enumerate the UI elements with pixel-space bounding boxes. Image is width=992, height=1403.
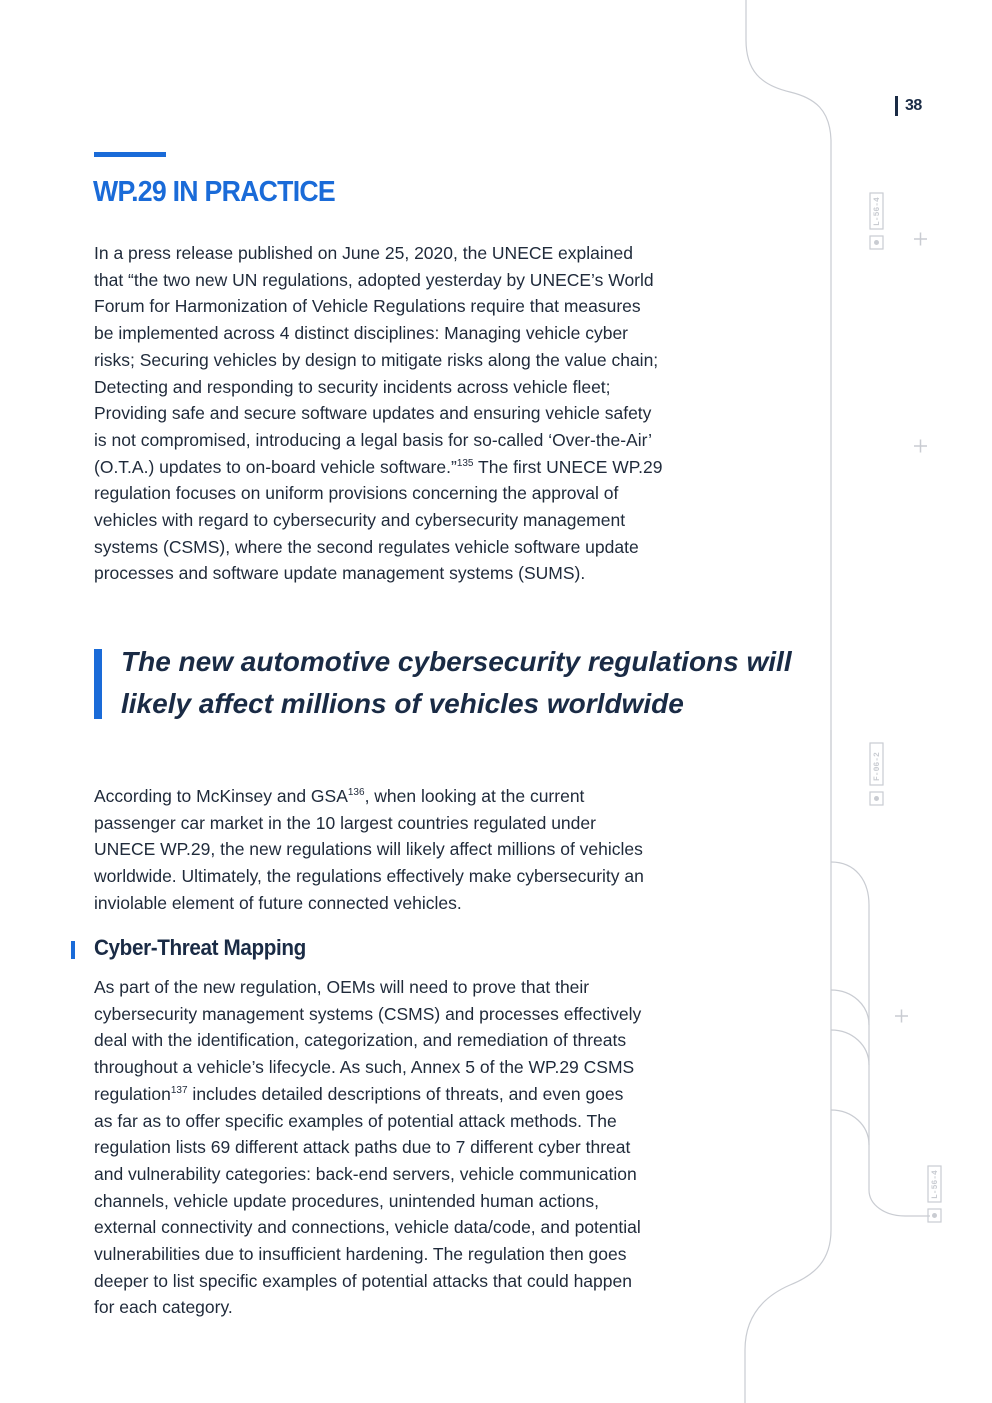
footnote-ref-136[interactable]: 136 — [347, 787, 365, 799]
intro-paragraph — [94, 240, 704, 587]
mckinsey-text-1: According to McKinsey and GSA — [94, 786, 348, 806]
footnote-ref-135[interactable]: 135 — [456, 457, 474, 469]
section-title: WP.29 IN PRACTICE — [93, 176, 336, 208]
footnote-ref-137[interactable]: 137 — [170, 1084, 188, 1096]
intro-text-1: In a press release published on June 25, 2020, the UNECE explained that “the two new UN regulations, adopted yesterday by UNECE’s World Forum for Harmonization of Vehicle Regulations require that measures be implemented across 4 distinct disciplines: Managing vehicle cyber risks; Securing vehicles by design to mitigate risks along the value chain; Detecting and responding to security incidents across vehicle fleet; Providing safe and secure software updates and ensuring vehicle safety is not compromised, introducing a legal basis for so-called ‘Over-the-Air’ (O.T.A.) updates to on-board vehicle software.” — [94, 243, 659, 477]
subheading-marker — [71, 941, 75, 959]
pull-quote: The new automotive cybersecurity regulations will likely affect millions of vehicles worldwide — [121, 646, 792, 719]
subheading-cyber-threat-mapping: Cyber-Threat Mapping — [94, 935, 306, 960]
section-accent-rule — [94, 152, 166, 157]
component-label-1: L-56-4 — [873, 197, 882, 226]
component-label-3: L-56-4 — [931, 1170, 940, 1199]
intro-text-2: The first UNECE WP.29 regulation focuses on uniform provisions concerning the approval of vehicles with regard to cybersecurity and cybersecurity management systems (CSMS), where the second regulates vehicle software update processes and software update management systems (SUMS). — [94, 456, 663, 584]
mckinsey-text-2: , when looking at the current passenger car market in the 10 largest countries regulated under UNECE WP.29, the new regulations will likely affect millions of vehicles worldwide. Ultimately, the regulations effectively make cybersecurity an inviolable element of future connected vehicles. — [94, 786, 644, 913]
pull-quote-bar — [94, 649, 102, 719]
page-number: 38 — [895, 96, 922, 116]
component-label-2: F-06-2 — [873, 752, 882, 781]
mckinsey-paragraph — [94, 783, 704, 917]
threat-mapping-paragraph — [94, 974, 704, 1321]
threat-text-1: As part of the new regulation, OEMs will need to prove that their cybersecurity management systems (CSMS) and processes effectively deal with the identification, categorization, and remediation of threats throughout a vehicle’s lifecycle. As such, Annex 5 of the WP.29 CSMS regulation — [94, 977, 642, 1104]
plus-marks — [895, 233, 927, 1023]
threat-text-2: includes detailed descriptions of threats, and even goes as far as to offer specific examples of potential attack methods. The regulation lists 69 different attack paths due to 7 different cyber threat and vulnerability categories: back-end servers, vehicle communication channels, vehicle update procedures, unintended human actions, external connectivity and connections, vehicle data/code, and potential vulnerabilities due to insufficient hardening. The regulation then goes deeper to list specific examples of potential attacks that could happen for each category. — [94, 1083, 641, 1318]
